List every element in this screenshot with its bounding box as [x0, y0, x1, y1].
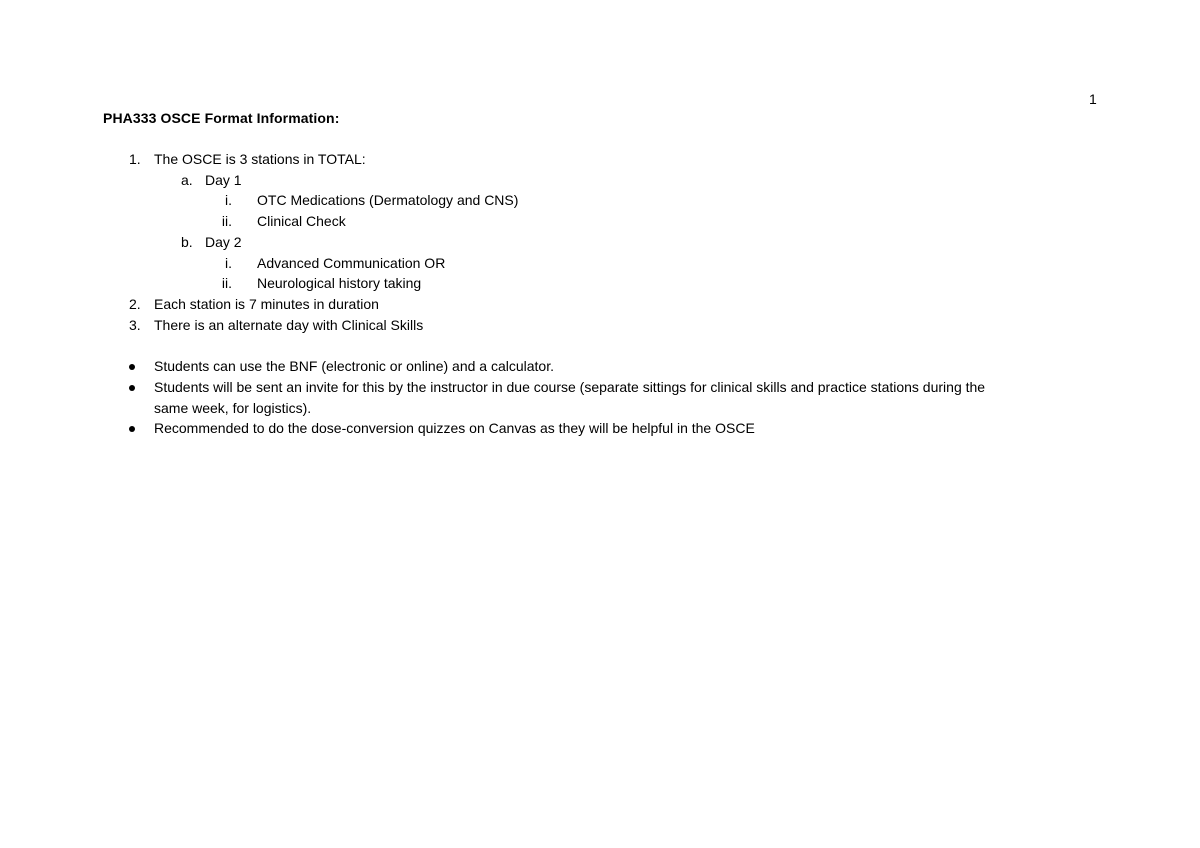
- list-marker: 3.: [129, 317, 141, 333]
- list-marker: 2.: [129, 296, 141, 312]
- list-marker: ii.: [221, 275, 232, 291]
- bullet-icon: [129, 364, 135, 370]
- bullet-item: Recommended to do the dose-conversion quizzes on Canvas as they will be helpful in the OSCE: [154, 420, 755, 436]
- list-item: Each station is 7 minutes in duration: [154, 296, 379, 312]
- list-item: Advanced Communication OR: [257, 255, 446, 271]
- list-item: OTC Medications (Dermatology and CNS): [257, 192, 519, 208]
- list-marker: b.: [181, 234, 193, 250]
- bullet-icon: [129, 385, 135, 391]
- list-marker: i.: [225, 255, 232, 271]
- list-item: There is an alternate day with Clinical Skills: [154, 317, 424, 333]
- list-marker: a.: [181, 172, 193, 188]
- list-marker: i.: [225, 192, 232, 208]
- list-item: Neurological history taking: [257, 275, 422, 291]
- bullet-item: Students will be sent an invite for this by the instructor in due course (separate sittings for clinical skills and practice stations during the: [154, 379, 986, 395]
- page-number: 1: [1089, 91, 1097, 107]
- list-marker: ii.: [221, 213, 232, 229]
- bullet-icon: [129, 426, 135, 432]
- list-item: The OSCE is 3 stations in TOTAL:: [154, 151, 366, 167]
- list-item: Day 1: [205, 172, 242, 188]
- document-title: PHA333 OSCE Format Information:: [103, 110, 340, 126]
- list-item: Clinical Check: [257, 213, 346, 229]
- bullet-item: Students can use the BNF (electronic or online) and a calculator.: [154, 358, 554, 374]
- list-marker: 1.: [129, 151, 141, 167]
- list-item: Day 2: [205, 234, 242, 250]
- bullet-item-continuation: same week, for logistics).: [154, 400, 312, 416]
